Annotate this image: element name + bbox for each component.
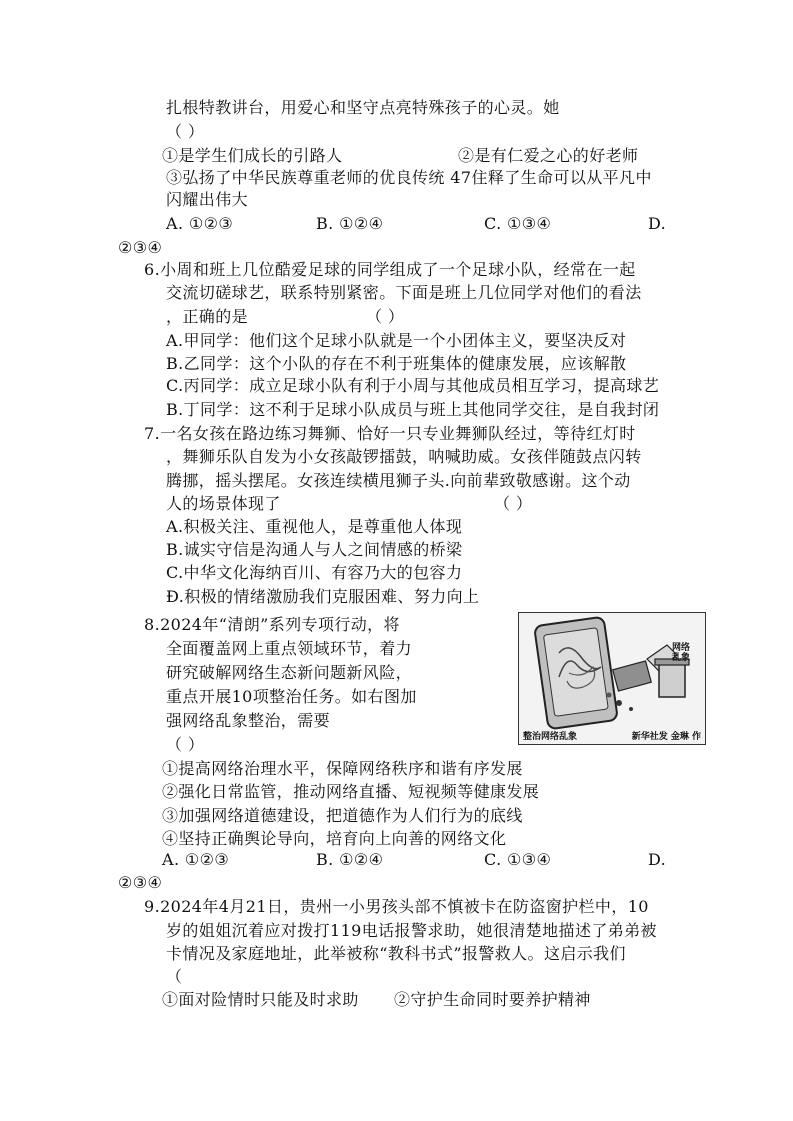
q6-stem-line-1: 6.小周和班上几位酷爱足球的同学组成了一个足球小队，经常在一起 (144, 260, 636, 279)
q6-option-a: A.甲同学：他们这个足球小队就是一个小团体主义，要坚决反对 (166, 331, 627, 350)
q8-answer-bracket: （ ） (166, 735, 205, 754)
q5-option-1: ①是学生们成长的引路人 (162, 146, 343, 165)
q9-stem-line-1: 9.2024年4月21日，贵州一小男孩头部不慎被卡在防盗窗护栏中，10 (144, 897, 649, 916)
q7-answer-bracket: （ ） (494, 494, 533, 513)
q7-stem-line-2: ，舞狮乐队自发为小女孩敲锣擂鼓，呐喊助威。女孩伴随鼓点闪转 (166, 447, 642, 466)
cartoon-tag-label: 网络乱象 (671, 643, 690, 663)
q8-stem-line-3: 研究破解网络生态新问题新风险， (166, 663, 413, 682)
q7-option-c: C.中华文化海纳百川、有容乃大的包容力 (166, 563, 463, 582)
q8-stem-line-2: 全面覆盖网上重点领域环节，着力 (166, 639, 413, 658)
q6-option-d: B.丁同学：这不利于足球小队成员与班上其他同学交往，是自我封闭 (166, 400, 660, 419)
q6-option-c: C.丙同学：成立足球小队有利于小周与其他成员相互学习，提高球艺 (166, 376, 660, 395)
q7-option-b: B.诚实守信是沟通人与人之间情感的桥梁 (166, 540, 463, 559)
q6-option-b: B.乙同学：这个小队的存在不利于班集体的健康发展，应该解散 (166, 354, 627, 373)
cartoon-caption-credit: 新华社发 金琳 作 (631, 732, 701, 742)
q8-option-1: ①提高网络治理水平，保障网络秩序和谐有序发展 (162, 759, 523, 778)
q8-option-3: ③加强网络道德建设，把道德作为人们行为的底线 (162, 806, 523, 825)
q5-option-4-continued: 闪耀出伟大 (166, 190, 249, 209)
cartoon-figure (518, 612, 706, 745)
q5-choice-d-continued: ②③④ (118, 238, 163, 257)
q7-stem-line-4: 人的场景体现了 (166, 494, 281, 513)
q8-stem-line-4: 重点开展10项整治任务。如右图加 (166, 687, 417, 706)
cartoon-illustration (519, 613, 705, 744)
q5-stem-line: 扎根特教讲台，用爱心和坚守点亮特殊孩子的心灵。她 (166, 98, 560, 117)
q7-stem-line-3: 腾挪，摇头摆尾。女孩连续横甩狮子头.向前辈致敬感谢。这个动 (166, 471, 631, 490)
q8-choice-d-continued: ②③④ (118, 873, 163, 892)
q9-answer-bracket: （ (166, 967, 183, 986)
q8-choice-b: B. ①②④ (316, 850, 384, 869)
cartoon-caption-title: 整治网络乱象 (523, 732, 578, 742)
q9-option-2: ②守护生命同时要养护精神 (394, 990, 591, 1009)
q5-choice-a: A. ①②③ (166, 214, 234, 233)
q5-choice-d: D. (648, 214, 667, 233)
q9-stem-line-2: 岁的姐姐沉着应对拨打119电话报警求助，她很清楚地描述了弟弟被 (166, 921, 657, 940)
q8-stem-line-1: 8.2024年“清朗”系列专项行动，将 (144, 615, 400, 634)
q8-choice-d: D. (648, 850, 667, 869)
q9-stem-line-3: 卡情况及家庭地址，此举被称“教科书式”报警救人。这启示我们 (166, 944, 626, 963)
q7-option-d: Đ.积极的情绪激励我们克服困难、努力向上 (166, 587, 480, 606)
q7-stem-line-1: 7.一名女孩在路边练习舞狮、恰好一只专业舞狮队经过，等待红灯时 (144, 424, 636, 443)
q8-stem-line-5: 强网络乱象整治，需要 (166, 711, 331, 730)
q7-option-a: A.积极关注、重视他人，是尊重他人体现 (166, 517, 463, 536)
q8-choice-c: C. ①③④ (484, 850, 552, 869)
q5-choice-c: C. ①③④ (484, 214, 552, 233)
q9-option-1: ①面对险情时只能及时求助 (162, 990, 359, 1009)
q5-option-3-4: ③弘扬了中华民族尊重老师的优良传统 47住释了生命可以从平凡中 (166, 168, 652, 187)
q6-stem-line-3: ，正确的是 (166, 307, 249, 326)
q5-answer-bracket: （ ） (166, 122, 205, 141)
q8-choice-a: A. ①②③ (162, 850, 230, 869)
q8-option-2: ②强化日常监管，推动网络直播、短视频等健康发展 (162, 782, 540, 801)
q5-choice-b: B. ①②④ (316, 214, 384, 233)
q6-stem-line-2: 交流切磋球艺，联系特别紧密。下面是班上几位同学对他们的看法 (166, 283, 642, 302)
q5-option-2: ②是有仁爱之心的好老师 (458, 146, 639, 165)
q6-answer-bracket: （ ） (366, 307, 405, 326)
q8-option-4: ④坚持正确舆论导向，培育向上向善的网络文化 (162, 829, 507, 848)
